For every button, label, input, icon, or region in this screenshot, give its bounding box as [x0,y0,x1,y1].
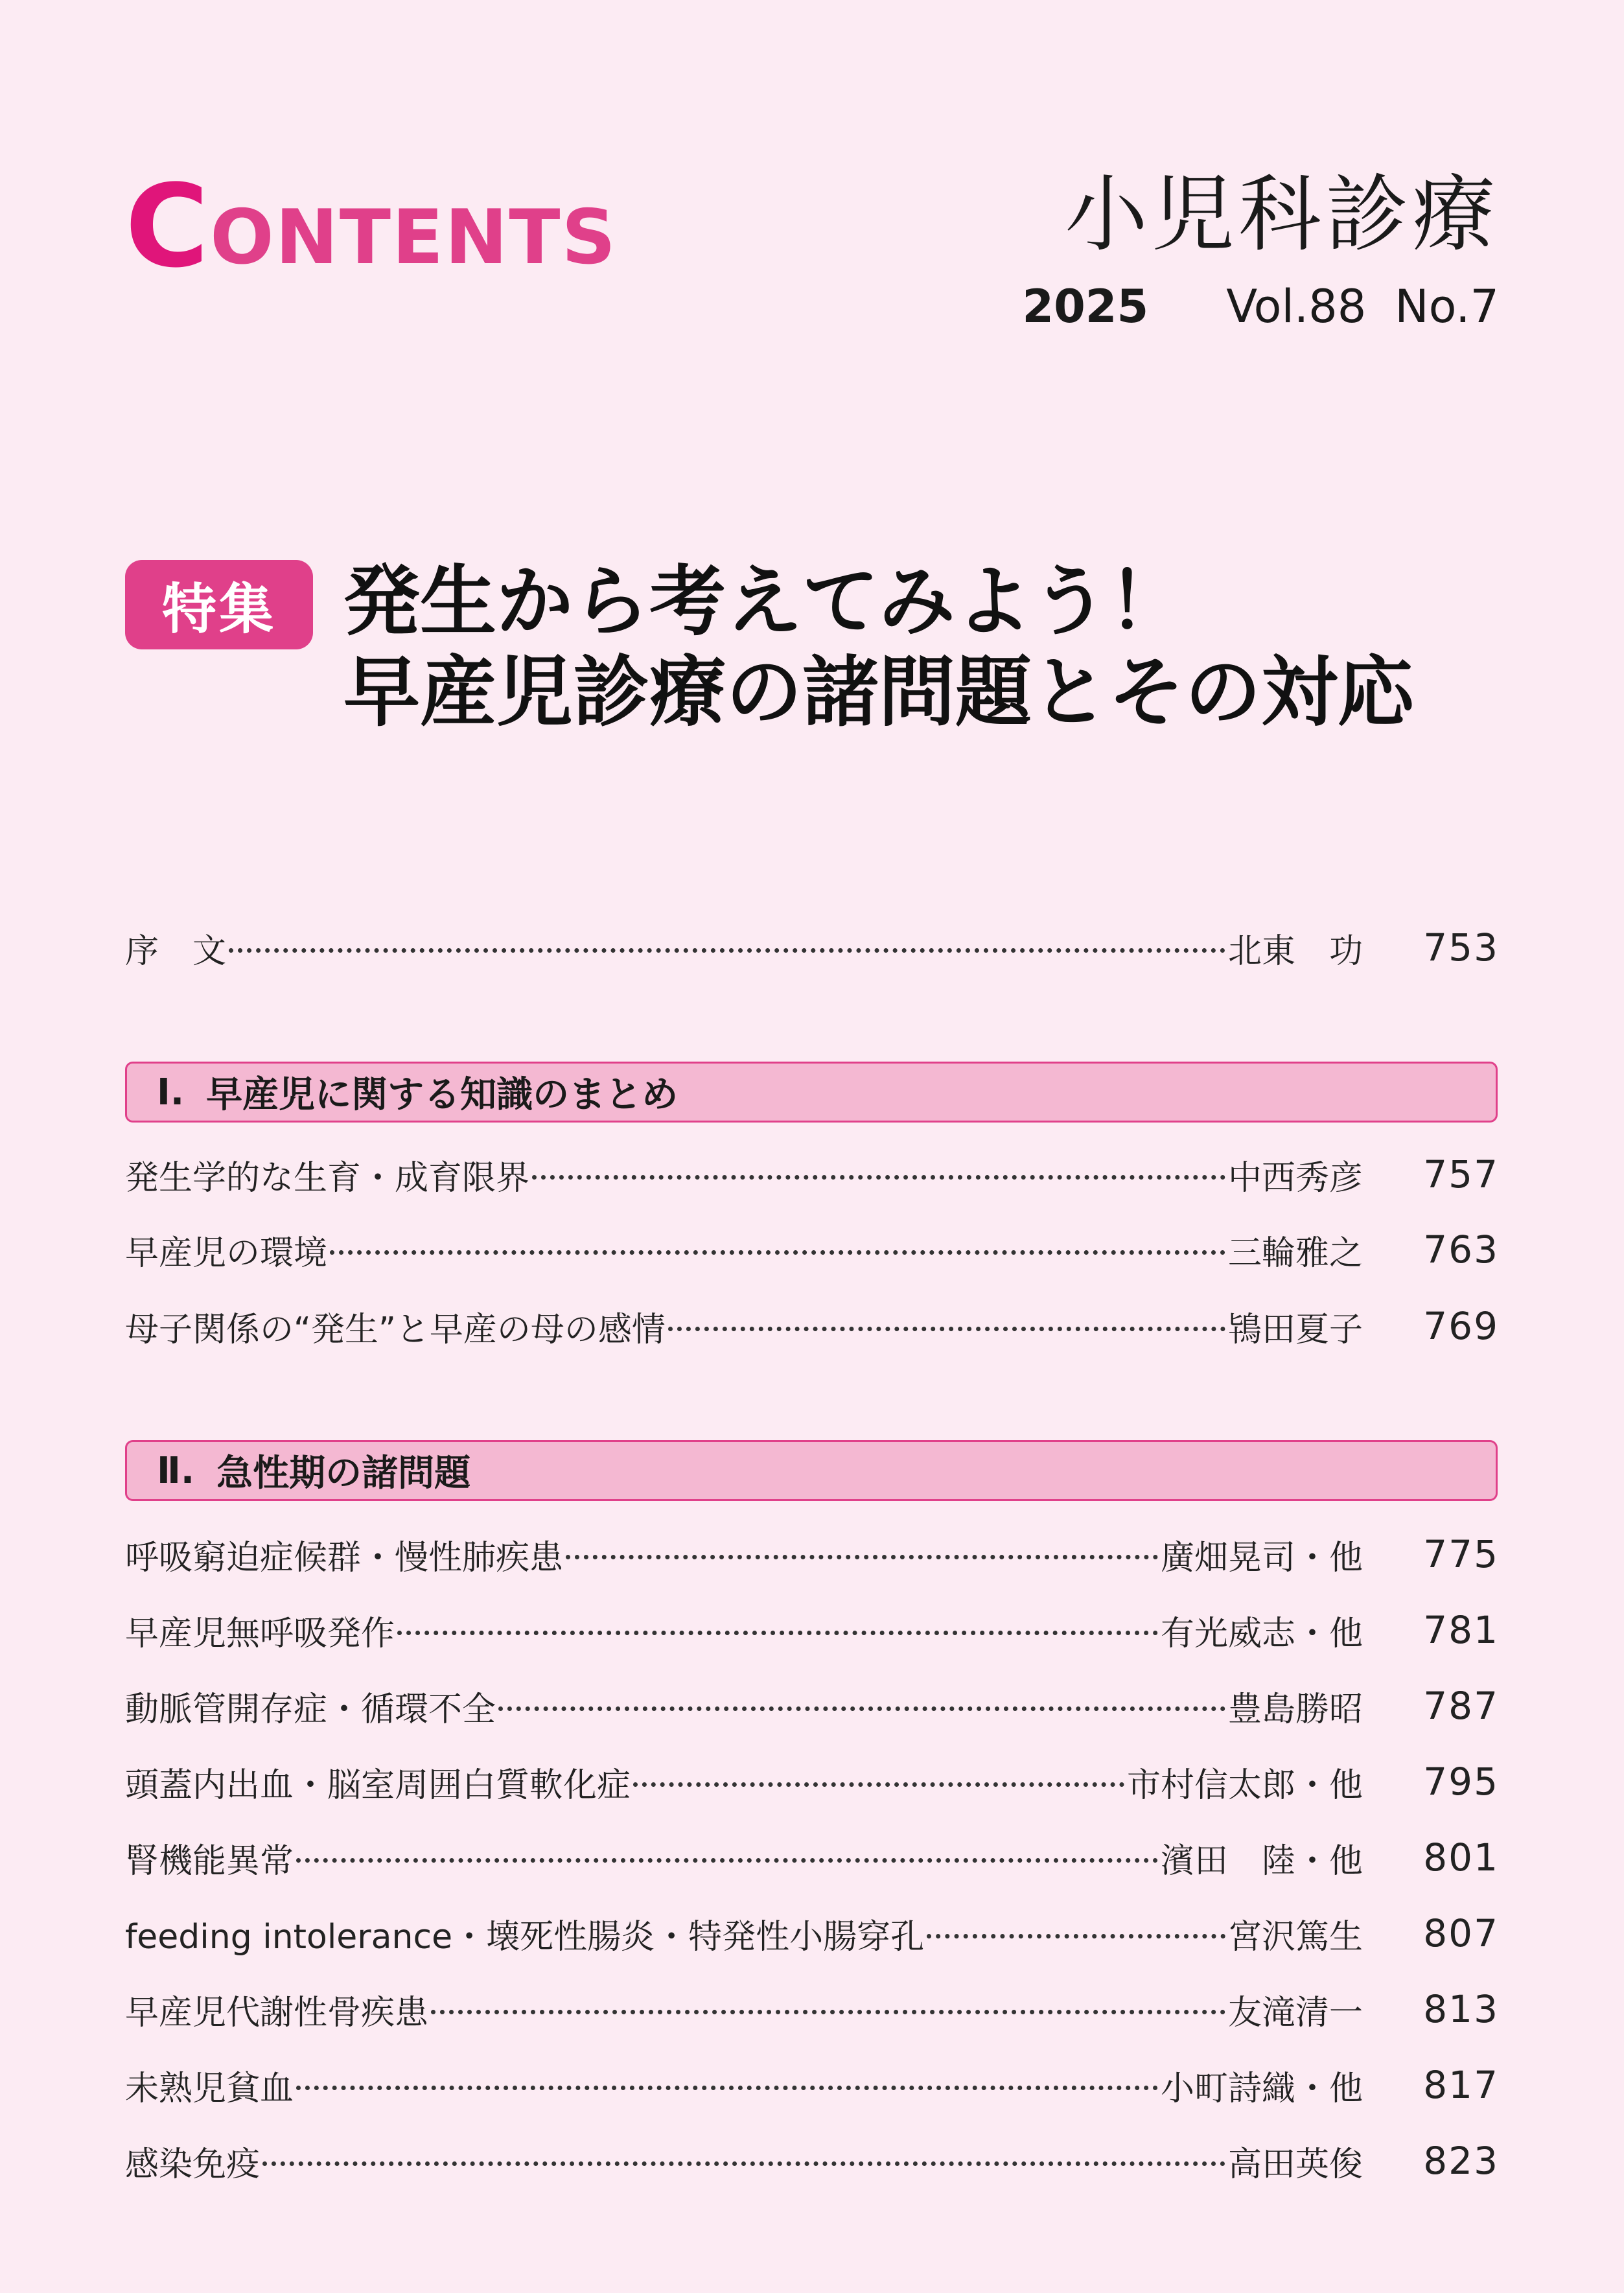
toc-entry[interactable] [125,1756,1499,1808]
toc-entry-author: 鴇田夏子 [1227,1310,1363,1349]
contents-logo [125,160,617,293]
toc-entry-author: 友滝清一 [1227,1993,1363,2032]
dot-leader [397,1631,1158,1635]
toc-entry-title: 頭蓋内出血・脳室周囲白質軟化症 [125,1765,631,1805]
toc-entry-author: 市村信太郎・他 [1126,1765,1363,1805]
toc-entry-title: 早産児代謝性骨疾患 [125,1993,429,2032]
dot-leader [498,1706,1225,1711]
toc-entry-title: 未熟児貧血 [125,2069,294,2108]
toc-entry-page: 757 [1423,1152,1499,1196]
toc-entry-preface[interactable] [125,922,1499,973]
toc-entry[interactable] [125,1907,1499,1959]
contents-logo-text: ONTENTS [210,194,617,281]
dot-leader [229,948,1225,953]
toc-entry-title: feeding intolerance・壊死性腸炎・特発性小腸穿孔 [125,1917,925,1957]
toc-entry-title: 腎機能異常 [125,1841,294,1881]
dot-leader [296,2086,1158,2090]
toc-entry-title: 早産児の環境 [125,1233,328,1273]
toc-entry-author: 中西秀彦 [1227,1158,1363,1198]
dot-leader [532,1175,1225,1180]
contents-logo-initial: C [125,160,211,293]
section-title: 急性期の諸問題 [216,1452,471,1495]
toc-entry[interactable] [125,1680,1499,1732]
toc-entry-page: 787 [1423,1684,1499,1728]
dot-leader [431,2010,1225,2014]
section-number: Ⅰ. [157,1071,185,1113]
toc-entry-page: 769 [1423,1304,1499,1348]
dot-leader [927,1934,1225,1938]
dot-leader [296,1858,1158,1863]
section-title: 早産児に関する知識のまとめ [206,1074,679,1116]
dot-leader [330,1250,1225,1255]
dot-leader [668,1327,1225,1331]
feature-badge: 特集 [125,560,313,649]
issue-volume: Vol.88 [1226,280,1367,333]
toc-entry-page: 763 [1423,1228,1499,1272]
toc-entry-title: 序 文 [125,931,227,971]
toc-entry-page: 823 [1423,2139,1499,2183]
toc-entry-author: 有光威志・他 [1160,1614,1363,1653]
toc-entry-page: 775 [1423,1532,1499,1576]
toc-entry-title: 母子関係の“発生”と早産の母の感情 [125,1310,666,1349]
toc-entry[interactable] [125,1224,1499,1275]
toc-entry-page: 813 [1423,1987,1499,2031]
feature-title-line-2: 早産児診療の諸問題とその対応 [343,647,1415,737]
toc-entry-page: 807 [1423,1911,1499,1955]
toc-entry-page: 795 [1423,1760,1499,1804]
feature-title [343,556,1414,738]
section-header-2 [125,1440,1498,1501]
toc-entry-author: 高田英俊 [1227,2145,1363,2184]
toc-entry-author: 宮沢篤生 [1227,1917,1363,1957]
dot-leader [566,1555,1158,1559]
dot-leader [262,2161,1225,2166]
toc-entry-author: 北東 功 [1227,931,1363,971]
toc-entry-page: 817 [1423,2063,1499,2107]
feature-title-line-1: 発生から考えてみよう！ [343,557,1185,646]
issue-year: 2025 [1022,280,1149,333]
journal-title: 小児科診療 [1064,167,1499,263]
toc-entry[interactable] [125,1983,1499,2035]
toc-entry[interactable] [125,1604,1499,1656]
issue-number: No.7 [1395,280,1499,333]
section-number: Ⅱ. [157,1449,195,1492]
toc-entry-author: 小町詩織・他 [1160,2069,1363,2108]
toc-entry[interactable] [125,1832,1499,1883]
toc-entry-title: 発生学的な生育・成育限界 [125,1158,530,1198]
toc-entry-page: 753 [1423,925,1499,970]
toc-entry-author: 濱田 陸・他 [1160,1841,1363,1881]
toc-entry[interactable] [125,1300,1499,1352]
toc-entry-author: 三輪雅之 [1227,1233,1363,1273]
dot-leader [633,1782,1124,1787]
toc-entry[interactable] [125,1528,1499,1580]
toc-entry-author: 豊島勝昭 [1227,1690,1363,1729]
issue-info [1022,280,1499,333]
toc-entry-title: 感染免疫 [125,2145,261,2184]
toc-entry[interactable] [125,2059,1499,2111]
toc-entry-page: 781 [1423,1608,1499,1652]
toc-entry[interactable] [125,1148,1499,1200]
toc-entry-page: 801 [1423,1835,1499,1880]
toc-entry-author: 廣畑晃司・他 [1160,1538,1363,1577]
toc-entry-title: 早産児無呼吸発作 [125,1614,395,1653]
toc-entry-title: 動脈管開存症・循環不全 [125,1690,496,1729]
toc-entry-title: 呼吸窮迫症候群・慢性肺疾患 [125,1538,564,1577]
toc-entry[interactable] [125,2135,1499,2187]
section-header-1 [125,1062,1498,1123]
